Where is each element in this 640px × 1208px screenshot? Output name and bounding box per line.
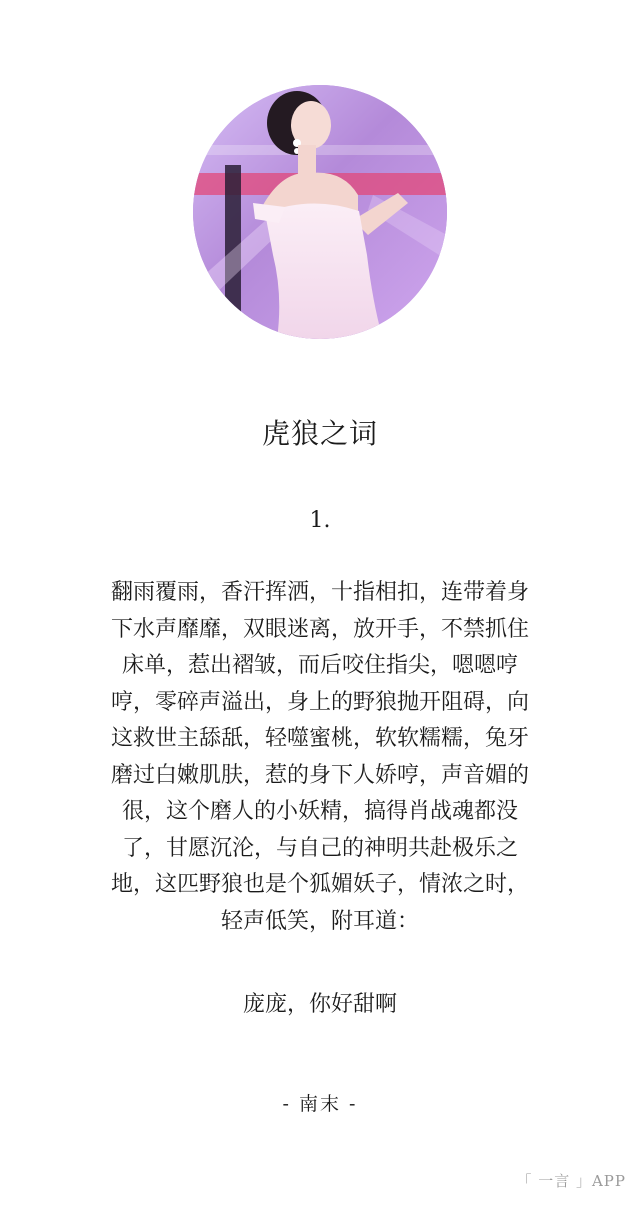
closing-line: 庞庞，你好甜啊: [242, 992, 397, 1017]
poem-line: 了，甘愿沉沦，与自己的神明共赴极乐之: [121, 835, 518, 861]
app-brand-label: 「 一言 」APP: [516, 1172, 626, 1190]
avatar: [193, 85, 447, 339]
poem-line: 哼，零碎声溢出，身上的野狼抛开阻碍，向: [110, 689, 529, 715]
poem-line: 很，这个磨人的小妖精，搞得肖战魂都没: [121, 799, 518, 824]
poem-line: 轻声低笑，附耳道：: [220, 908, 419, 934]
avatar-photo: [193, 85, 447, 339]
poem-line: 这救世主舔舐，轻噬蜜桃，软软糯糯，兔牙: [110, 726, 529, 751]
poem-line: 床单，惹出褶皱，而后咬住指尖，嗯嗯哼: [121, 653, 518, 678]
author-signature: - 南末 -: [282, 1093, 358, 1115]
page-title: 虎狼之词: [261, 417, 378, 450]
poem-line: 翻雨覆雨，香汗挥洒，十指相扣，连带着身: [110, 580, 529, 605]
poem-line: 地，这匹野狼也是个狐媚妖子，情浓之时，: [110, 872, 529, 897]
poem-line: 磨过白嫩肌肤，惹的身下人娇哼，声音媚的: [110, 762, 529, 788]
poem-line: 下水声靡靡，双眼迷离，放开手，不禁抓住: [110, 616, 529, 642]
section-number: 1.: [309, 508, 331, 533]
poem-body: [74, 575, 566, 940]
